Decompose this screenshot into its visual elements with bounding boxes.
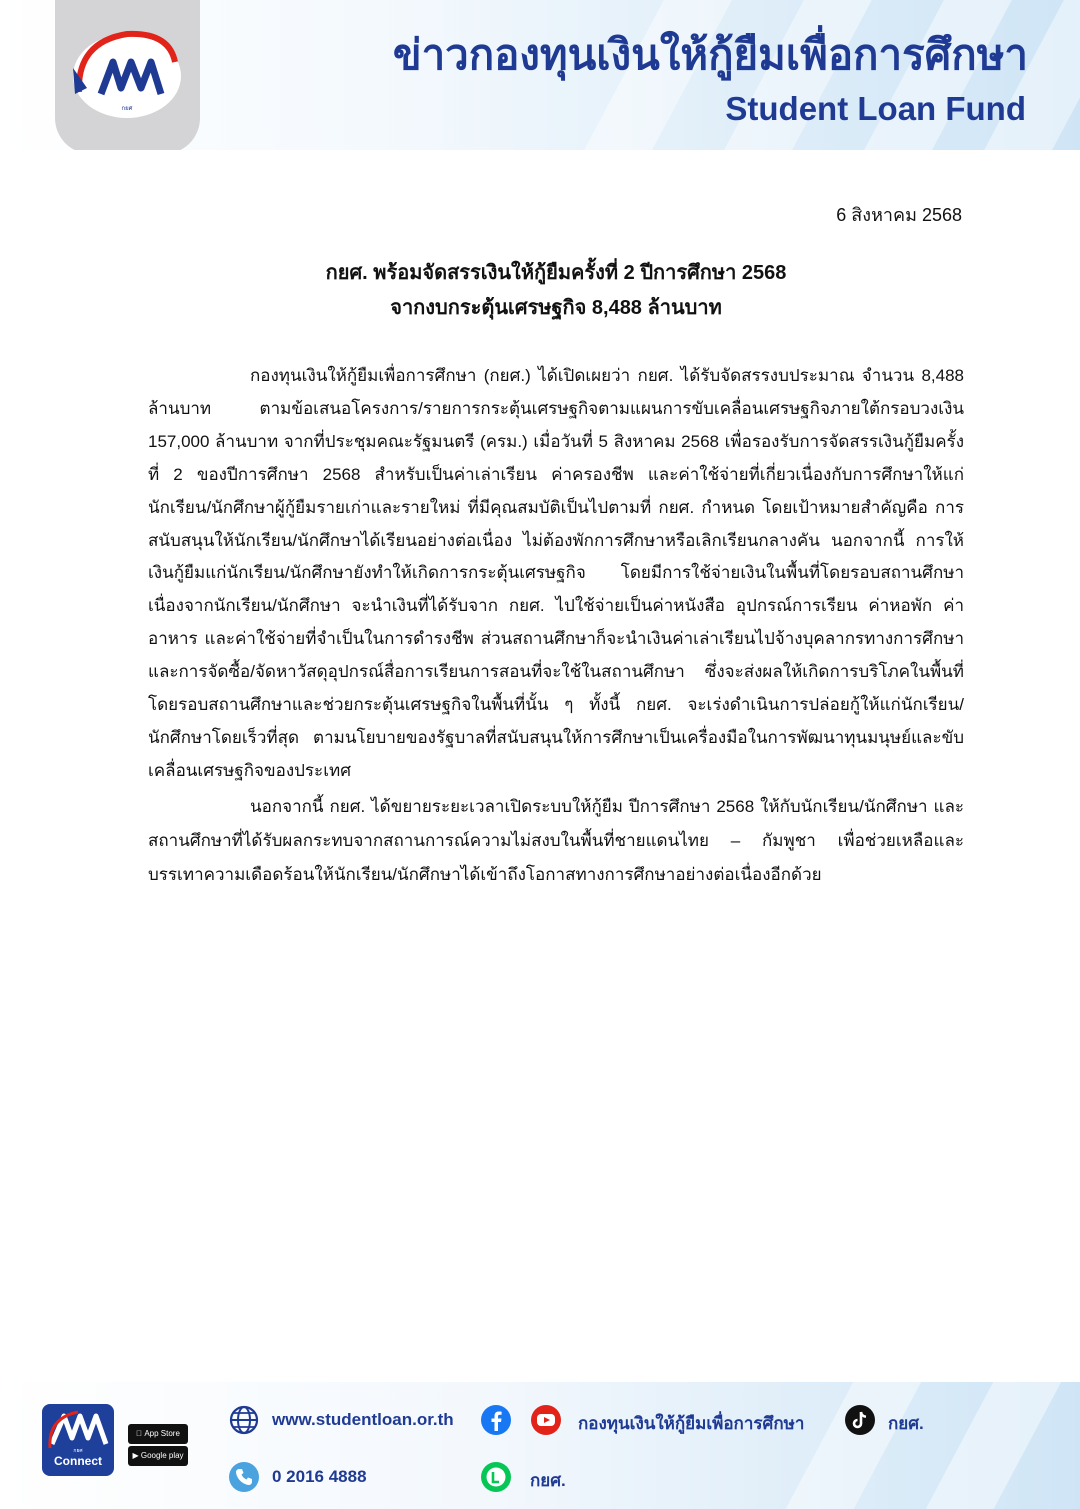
app-logo-caption: กยศ xyxy=(73,1448,83,1454)
header-title: ข่าวกองทุนเงินให้กู้ยืมเพื่อการศึกษา xyxy=(392,30,1028,79)
logo-tab xyxy=(55,0,200,150)
page-header xyxy=(0,0,1080,150)
headline-line-2: จากงบกระตุ้นเศรษฐกิจ 8,488 ล้านบาท xyxy=(390,297,722,319)
slf-logo-icon xyxy=(65,22,189,130)
play-icon: ▶ xyxy=(132,1451,139,1460)
page-footer xyxy=(0,1382,1080,1509)
app-name: Connect xyxy=(54,1454,102,1468)
website-link[interactable]: www.studentloan.or.th xyxy=(272,1410,454,1429)
header-subtitle: Student Loan Fund xyxy=(725,90,1026,127)
body-paragraph-2: นอกจากนี้ กยศ. ได้ขยายระยะเวลาเปิดระบบให้กู้ยืม ปีการศึกษา 2568 ให้กับนักเรียน/นักศึกษา และสถานศึกษาที่ได้รับผลกระทบจากสถานการณ์ความไม่สงบในพื้นที่ชายแดนไทย – กัมพูชา เพื่อช่วยเหลือและบรรเทาความเดือดร้อนให้นักเรียน/นักศึกษาได้เข้าถึงโอกาสทางการศึกษาอย่างต่อเนื่องอีกด้วย xyxy=(148,797,964,884)
document-date: 6 สิงหาคม 2568 xyxy=(836,205,962,225)
phone-number[interactable]: 0 2016 4888 xyxy=(272,1467,367,1486)
line-icon[interactable] xyxy=(480,1461,512,1493)
social-page-name[interactable]: กองทุนเงินให้กู้ยืมเพื่อการศึกษา xyxy=(578,1414,805,1433)
youtube-icon[interactable] xyxy=(530,1404,562,1436)
apple-icon xyxy=(136,1429,142,1438)
tiktok-account-name[interactable]: กยศ. xyxy=(888,1414,924,1433)
body-paragraph-1: กองทุนเงินให้กู้ยืมเพื่อการศึกษา (กยศ.) ได้เปิดเผยว่า กยศ. ได้รับจัดสรรงบประมาณ จำนวน 8,488 ล้านบาท ตามข้อเสนอโครงการ/รายการกระตุ้นเศรษฐกิจตามแผนการขับเคลื่อนเศรษฐกิจภายใต้กรอบวงเงิน 157,000 ล้านบาท จากที่ประชุมคณะรัฐมนตรี (ครม.) เมื่อวันที่ 5 สิงหาคม 2568 เพื่อรองรับการจัดสรรเงินกู้ยืมครั้งที่ 2 ของปีการศึกษา 2568 สำหรับเป็นค่าเล่าเรียน ค่าครองชีพ และค่าใช้จ่ายที่เกี่ยวเนื่องกับการศึกษาให้แก่นักเรียน/นักศึกษาผู้กู้ยืมรายเก่าและรายใหม่ ที่มีคุณสมบัติเป็นไปตามที่ กยศ. กำหนด โดยเป้าหมายสำคัญคือ การสนับสนุนให้นักเรียน/นักศึกษาได้เรียนอย่างต่อเนื่อง ไม่ต้องพักการศึกษาหรือเลิกเรียนกลางคัน นอกจากนี้ การให้เงินกู้ยืมแก่นักเรียน/นักศึกษายังทำให้เกิดการกระตุ้นเศรษฐกิจ โดยมีการใช้จ่ายเงินในพื้นที่โดยรอบสถานศึกษา เนื่องจากนักเรียน/นักศึกษา จะนำเงินที่ได้รับจาก กยศ. ไปใช้จ่ายเป็นค่าหนังสือ อุปกรณ์การเรียน ค่าหอพัก ค่าอาหาร และค่าใช้จ่ายที่จำเป็นในการดำรงชีพ ส่วนสถานศึกษาก็จะนำเงินค่าเล่าเรียนไปจ้างบุคลากรทางการศึกษา และการจัดซื้อ/จัดหาวัสดุอุปกรณ์สื่อการเรียนการสอนที่จะใช้ในสถานศึกษา ซึ่งจะส่งผลให้เกิดการบริโภคในพื้นที่โดยรอบสถานศึกษาและช่วยกระตุ้นเศรษฐกิจในพื้นที่นั้น ๆ ทั้งนี้ กยศ. จะเร่งดำเนินการปล่อยกู้ให้แก่นักเรียน/นักศึกษาโดยเร็วที่สุด ตามนโยบายของรัฐบาลที่สนับสนุนให้การศึกษาเป็นเครื่องมือในการพัฒนาทุนมนุษย์และขับเคลื่อนเศรษฐกิจของประเทศ xyxy=(148,366,964,780)
app-store-label: App Store xyxy=(140,1429,176,1438)
line-account-name[interactable]: กยศ. xyxy=(530,1471,566,1490)
logo-caption: กยศ xyxy=(121,105,133,112)
globe-icon xyxy=(228,1404,260,1436)
connect-app-logo[interactable] xyxy=(42,1404,114,1476)
phone-icon xyxy=(228,1461,260,1493)
app-store-badge[interactable] xyxy=(128,1424,188,1444)
google-play-badge[interactable] xyxy=(128,1446,188,1466)
headline-line-1: กยศ. พร้อมจัดสรรเงินให้กู้ยืมครั้งที่ 2 ปีการศึกษา 2568 xyxy=(325,262,787,284)
facebook-icon[interactable] xyxy=(480,1404,512,1436)
google-play-label: Google play xyxy=(140,1451,184,1460)
slf-connect-icon xyxy=(42,1404,114,1454)
tiktok-icon[interactable] xyxy=(844,1404,876,1436)
footer-decoration xyxy=(762,1382,937,1509)
footer-decoration xyxy=(902,1382,1077,1509)
